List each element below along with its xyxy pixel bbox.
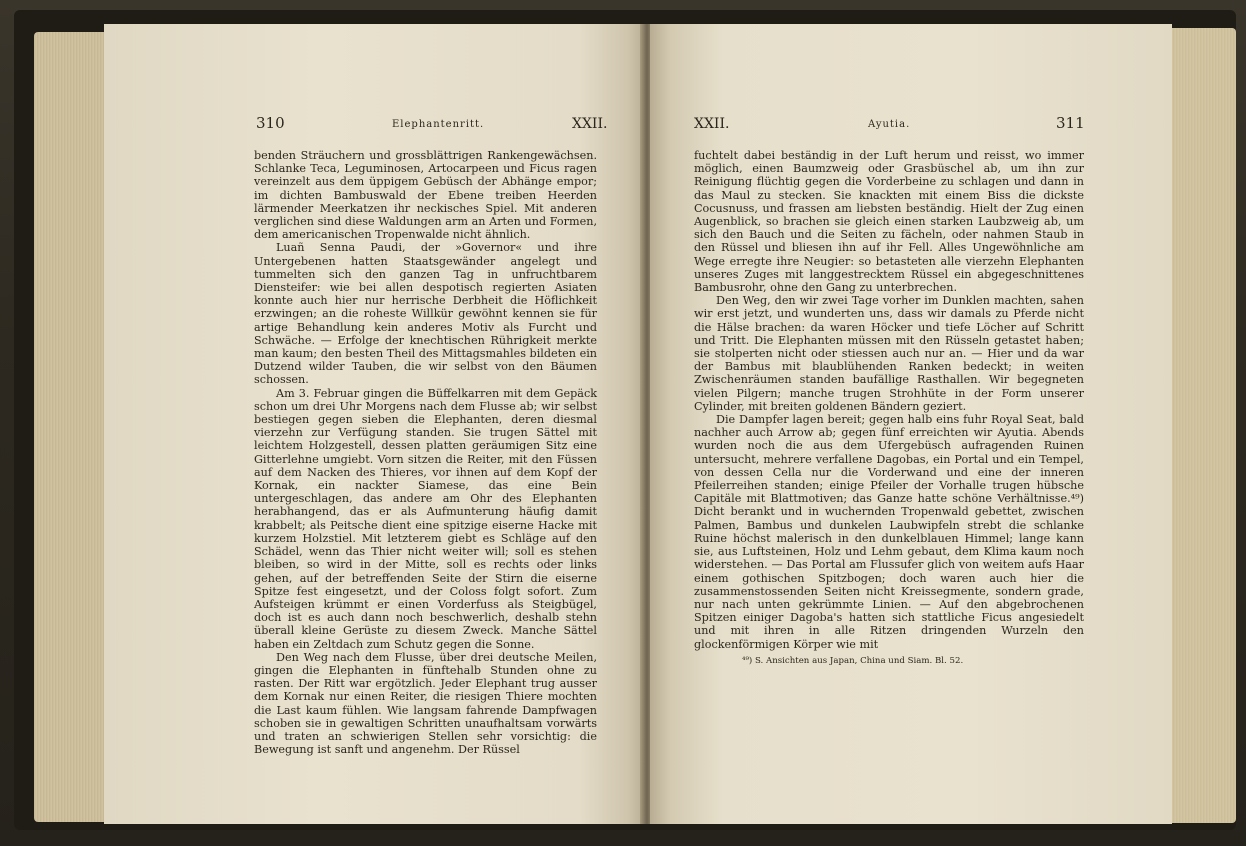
left-page-header — [104, 116, 644, 136]
right-page-number: 311 — [1056, 114, 1085, 132]
left-paragraph-1: benden Sträuchern und grossblättrigen Rankengewächsen. Schlanke Teca, Leguminosen, Artocarpeen und Ficus ragen vereinzelt aus dem üppigem Gebüsch der Abhänge empor; im dichten Bambuswald der Ebene treiben Heerden lärmender Meerkatzen ihr neckisches Spiel. Mit anderen verglichen sind diese Waldungen arm an Arten und Formen, dem americanischen Tropenwalde nicht ähnlich. — [254, 149, 597, 242]
left-paragraph-4: Den Weg nach dem Flusse, über drei deutsche Meilen, gingen die Elephanten in fünftehalb Stunden ohne zu rasten. Der Ritt war ergötzlich. Jeder Elephant trug ausser dem Kornak nur einen Reiter, die riesigen Thiere mochten die Last kaum fühlen. Wie langsam fahrende Dampfwagen schoben sie in gewaltigen Schritten unaufhaltsam vorwärts und traten an schwierigen Stellen sehr vorsichtig: die Bewegung ist sanft und angenehm. Der Rüssel — [254, 650, 597, 757]
right-paragraph-3: Die Dampfer lagen bereit; gegen halb eins fuhr Royal Seat, bald nachher auch Arrow ab; gegen fünf erreichten wir Ayutia. Abends wurden noch die aus dem Ufergebüsch aufragenden Ruinen untersucht, mehrere verfallene Dagobas, ein Portal und ein Tempel, von dessen Cella nur die Vorderwand und eine der inneren Pfeilerreihen standen; einige Pfeiler der Vorhalle trugen hübsche Capitäle mit Blattmotiven; das Ganze hatte schöne Verhältnisse.⁴⁹) Dicht berankt und in wuchernden Tropenwald gebettet, zwischen Palmen, Bambus und dunkelen Laubwipfeln strebt die schlanke Ruine höchst malerisch in den dunkelblauen Himmel; lange kann sie, aus Luftsteinen, Holz und Lehm gebaut, dem Klima kaum noch widerstehen. — Das Portal am Flussufer glich von weitem aufs Haar einem gothischen Spitzbogen; doch waren auch hier die zusammenstossenden Seiten nicht Kreissegmente, sondern grade, nur nach unten gekrümmte Linien. — Auf den abgebrochenen Spitzen einiger Dagoba's hatten sich stattliche Ficus angesiedelt und mit ihren in alle Ritzen dringenden Wurzeln den glockenförmigen Körper wie mit — [694, 413, 1084, 651]
left-page-text — [254, 149, 597, 756]
left-page-edges — [34, 32, 106, 822]
open-book — [14, 10, 1236, 830]
right-page-header — [650, 116, 1172, 136]
right-running-title: Ayutia. — [868, 119, 911, 130]
left-page-number: 310 — [256, 114, 285, 132]
left-running-title: Elephantenritt. — [392, 119, 485, 130]
right-chapter-number: XXII. — [694, 116, 730, 132]
right-page — [650, 24, 1172, 824]
right-page-text — [694, 149, 1084, 667]
right-page-edges — [1170, 28, 1236, 823]
right-footnote: ⁴⁹) S. Ansichten aus Japan, China und Siam. Bl. 52. — [742, 655, 964, 666]
right-paragraph-1: fuchtelt dabei beständig in der Luft herum und reisst, wo immer möglich, einen Baumzweig oder Grasbüschel ab, um ihn zur Reinigung flüchtig gegen die Vorderbeine zu schlagen und dann in das Maul zu stecken. Sie knackten mit einem Biss die dickste Cocusnuss, und frassen am liebsten beständig. Hielt der Zug einen Augenblick, so brachen sie gleich einen starken Laubzweig ab, um sich den Bauch und die Seiten zu fächeln, oder nahmen Staub in den Rüssel und bliesen ihn auf ihr Fell. Alles Ungewöhnliche am Wege erregte ihre Neugier: so betasteten alle vierzehn Elephanten unseres Zuges mit langgestrecktem Rüssel ein abgegeschnittenes Bambusrohr, ohne den Gang zu unterbrechen. — [694, 149, 1084, 295]
left-paragraph-2: Luañ Senna Paudi, der »Governor« und ihre Untergebenen hatten Staatsgewänder angelegt und tummelten sich den ganzen Tag in unfruchtbarem Diensteifer: wie bei allen despotisch regierten Asiaten konnte auch hier nur herrische Derbheit die Höflichkeit erzwingen; an die roheste Willkür gewöhnt kennen sie für artige Behandlung kein anderes Motiv als Furcht und Schwäche. — Erfolge der knechtischen Rührigkeit merkte man kaum; den besten Theil des Mittagsmahles bildeten ein Dutzend wilder Tauben, die wir selbst von den Bäumen schossen. — [254, 241, 597, 387]
right-paragraph-2: Den Weg, den wir zwei Tage vorher im Dunklen machten, sahen wir erst jetzt, und wunderten uns, dass wir damals zu Pferde nicht die Hälse brachen: da waren Höcker und tiefe Löcher auf Schritt und Tritt. Die Elephanten müssen mit den Rüsseln getastet haben; sie stolperten nicht oder stiessen auch nur an. — Hier und da war der Bambus mit blaublühenden Ranken bedeckt; in weiten Zwischenräumen standen baufällige Rasthallen. Wir begegneten vielen Pilgern; manche trugen Strohhüte in der Form unserer Cylinder, mit breiten goldenen Bändern geziert. — [694, 294, 1084, 413]
left-chapter-number: XXII. — [572, 116, 608, 132]
left-page — [104, 24, 644, 824]
left-paragraph-3: Am 3. Februar gingen die Büffelkarren mit dem Gepäck schon um drei Uhr Morgens nach dem Flusse ab; wir selbst bestiegen gegen sieben die Elephanten, deren diesmal vierzehn zur Verfügung standen. Sie trugen Sättel mit leichtem Holzgestell, dessen platten geräumigen Sitz eine Gitterlehne umgiebt. Vorn sitzen die Reiter, mit den Füssen auf dem Nacken des Thieres, vor ihnen auf dem Kopf der Kornak, ein nackter Siamese, das eine Bein untergeschlagen, das andere am Ohr des Elephanten herabhangend, das er als Aufmunterung häufig damit krabbelt; als Peitsche dient eine spitzige eiserne Hacke mit kurzem Holzstiel. Mit letzterem giebt es Schläge auf den Schädel, wenn das Thier nicht weiter will; soll es stehen bleiben, so wird in der Mitte, soll es rechts oder links gehen, auf der betreffenden Seite der Stirn die eiserne Spitze fest eingesetzt, und der Coloss folgt sofort. Zum Aufsteigen krümmt er einen Vorderfuss als Steigbügel, doch ist es auch dann noch beschwerlich, deshalb stehn überall kleine Gerüste zu diesem Zweck. Manche Sättel haben ein Zeltdach zum Schutz gegen die Sonne. — [254, 386, 597, 651]
